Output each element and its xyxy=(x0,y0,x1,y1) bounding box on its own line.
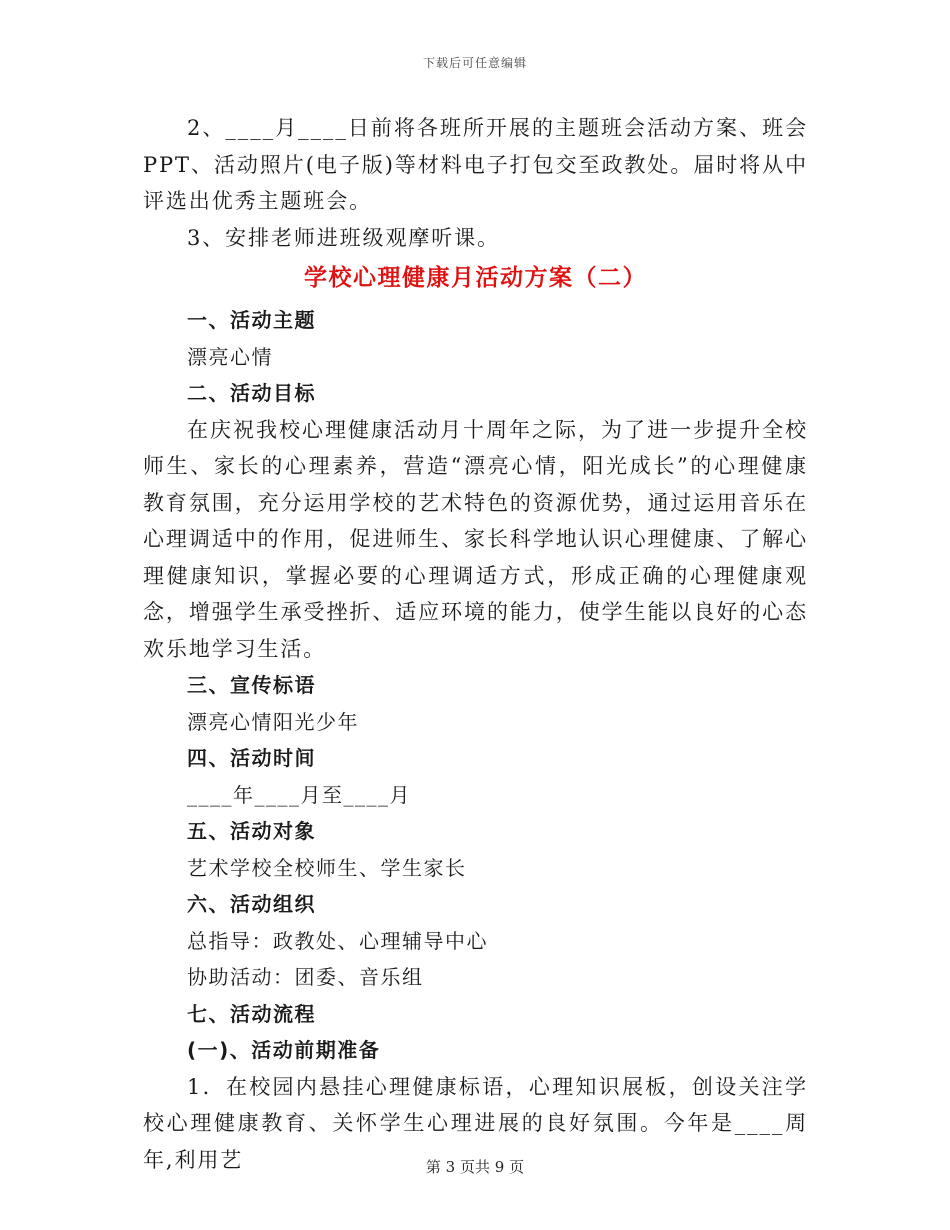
document-body xyxy=(143,110,808,1178)
section-heading: (一)、活动前期准备 xyxy=(187,1038,381,1062)
document-title: 学校心理健康月活动方案（二） xyxy=(304,265,647,291)
section-heading: 五、活动对象 xyxy=(187,819,316,843)
paragraph: 2、____月____日前将各班所开展的主题班会活动方案、班会PPT、活动照片(电子版)等材料电子打包交至政教处。届时将从中评选出优秀主题班会。 xyxy=(143,116,808,213)
section-heading: 四、活动时间 xyxy=(187,746,316,770)
section-text: 漂亮心情 xyxy=(187,344,273,369)
section-heading: 七、活动流程 xyxy=(187,1001,316,1026)
section-text: 漂亮心情阳光少年 xyxy=(187,709,359,734)
section-heading: 二、活动目标 xyxy=(187,381,316,405)
section-heading: 一、活动主题 xyxy=(187,308,316,332)
section-text: 总指导：政教处、心理辅导中心 xyxy=(187,928,488,953)
section-heading: 三、宣传标语 xyxy=(187,673,316,697)
section-text: ____年____月至____月 xyxy=(187,782,411,807)
paragraph: 1．在校园内悬挂心理健康标语，心理知识展板，创设关注学校心理健康教育、关怀学生心理进展的良好氛围。今年是____周年,利用艺 xyxy=(143,1074,808,1172)
paragraph: 3、安排老师进班级观摩听课。 xyxy=(187,225,500,250)
header-note: 下载后可任意编辑 xyxy=(422,56,527,70)
section-heading: 六、活动组织 xyxy=(187,892,316,916)
paragraph: 在庆祝我校心理健康活动月十周年之际，为了进一步提升全校师生、家长的心理素养，营造“漂亮心情，阳光成长”的心理健康教育氛围，充分运用学校的艺术特色的资源优势，通过运用音乐在心理调适中的作用，促进师生、家长科学地认识心理健康、了解心理健康知识，掌握必要的心理调适方式，形成正确的心理健康观念，增强学生承受挫折、适应环境的能力，使学生能以良好的心态欢乐地学习生活。 xyxy=(143,417,808,661)
page-number-footer: 第 3 页共 9 页 xyxy=(425,1158,525,1176)
section-text: 协助活动：团委、音乐组 xyxy=(187,965,424,989)
section-text: 艺术学校全校师生、学生家长 xyxy=(187,855,467,880)
